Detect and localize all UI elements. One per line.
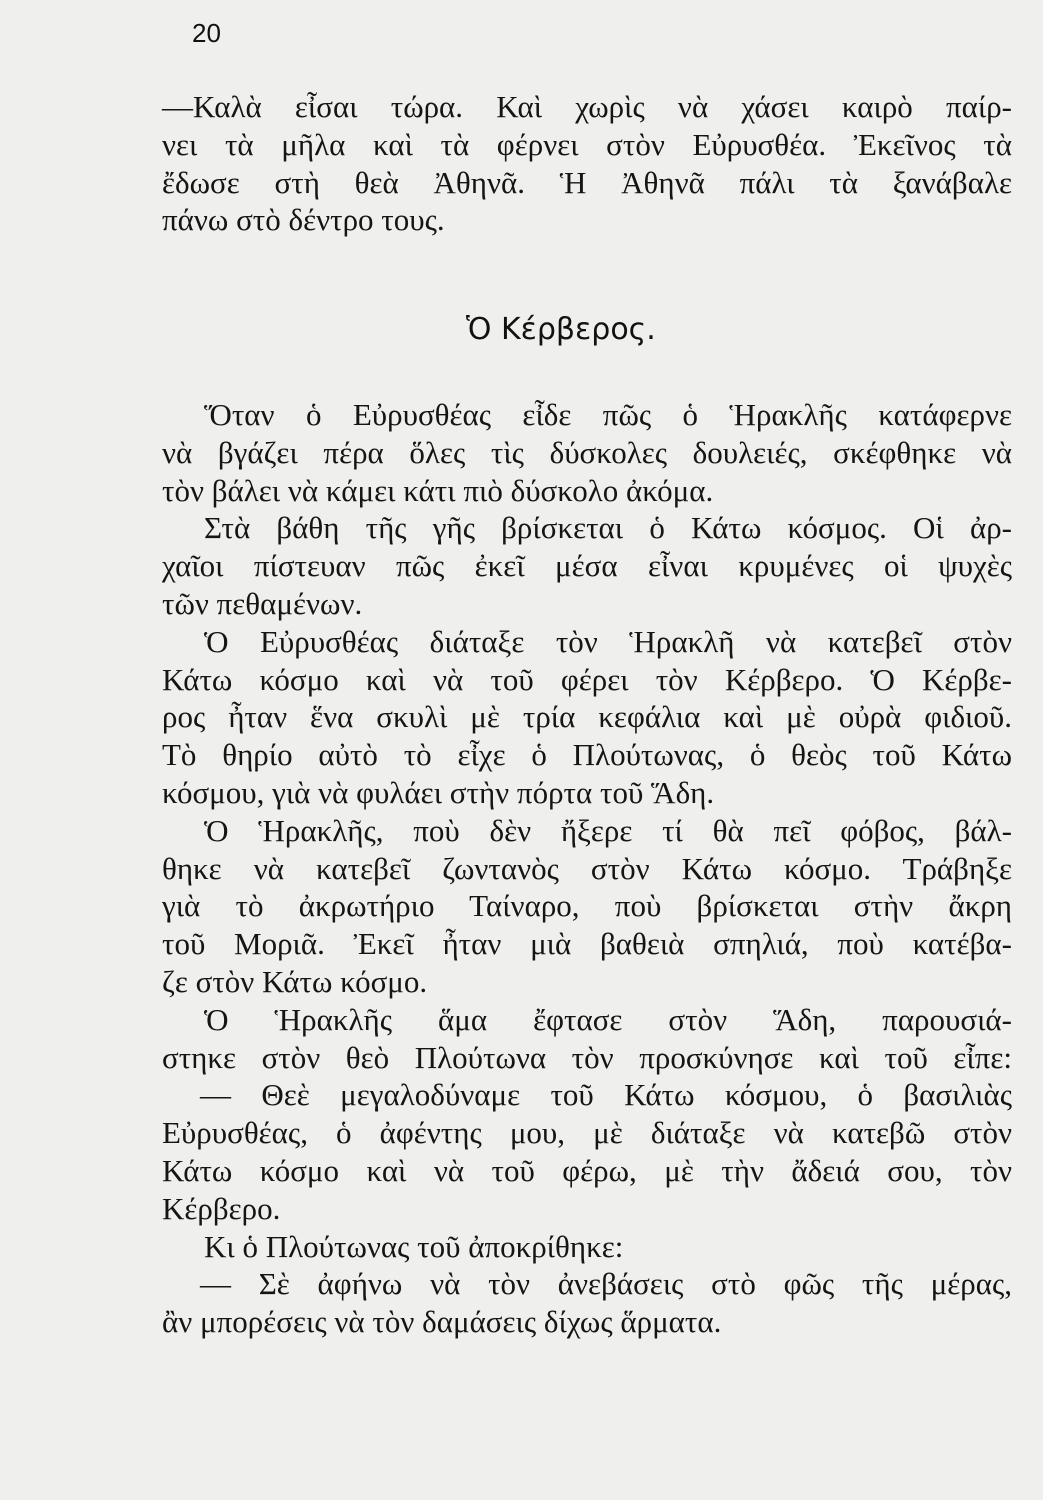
text-line: Στὰ βάθη τῆς γῆς βρίσκεται ὁ Κάτω κόσμος. Οἱ ἀρ- — [204, 510, 1012, 546]
text-line: Κάτω κόσμο καὶ νὰ τοῦ φέρει τὸν Κέρβερο. Ὁ Κέρβε- — [162, 661, 1012, 697]
text-line: θηκε νὰ κατεβεῖ ζωντανὸς στὸν Κάτω κόσμο. Τράβηξε — [162, 850, 1012, 886]
text-line: Κέρβερο. — [162, 1190, 281, 1226]
text-line: τοῦ Μοριᾶ. Ἐκεῖ ἦταν μιὰ βαθειὰ σπηλιά, ποὺ κατέβα- — [162, 926, 1012, 962]
text-line: Ὁ Ἡρακλῆς, ποὺ δὲν ἤξερε τί θὰ πεῖ φόβος, βάλ- — [204, 812, 1012, 848]
text-line: Ὅταν ὁ Εὐρυσθέας εἶδε πῶς ὁ Ἡρακλῆς κατάφερνε — [204, 397, 1012, 432]
text-line: Κι ὁ Πλούτωνας τοῦ ἀποκρίθηκε: — [204, 1228, 624, 1264]
text-line: ἔδωσε στὴ θεὰ Ἀθηνᾶ. Ἡ Ἀθηνᾶ πάλι τὰ ξανάβαλε — [162, 164, 1012, 200]
text-line: ἂν μπορέσεις νὰ τὸν δαμάσεις δίχως ἅρματα. — [162, 1304, 722, 1340]
text-line: Εὐρυσθέας, ὁ ἀφέντης μου, μὲ διάταξε νὰ κατεβῶ στὸν — [162, 1115, 1012, 1151]
text-line: τὸν βάλει νὰ κάμει κάτι πιὸ δύσκολο ἀκόμα. — [162, 472, 714, 508]
text-line: — Θεὲ μεγαλοδύναμε τοῦ Κάτω κόσμου, ὁ βασιλιὰς — [200, 1077, 1012, 1113]
text-line: νει τὰ μῆλα καὶ τὰ φέρνει στὸν Εὐρυσθέα. Ἐκεῖνος τὰ — [162, 126, 1012, 162]
text-line: στηκε στὸν θεὸ Πλούτωνα τὸν προσκύνησε καὶ τοῦ εἶπε: — [162, 1039, 1012, 1075]
text-line: Ὁ Εὐρυσθέας διάταξε τὸν Ἡρακλῆ νὰ κατεβεῖ στὸν — [204, 623, 1012, 659]
text-line: νὰ βγάζει πέρα ὅλες τὶς δύσκολες δουλειές, σκέφθηκε νὰ — [162, 434, 1012, 470]
text-line: — Σὲ ἀφήνω νὰ τὸν ἀνεβάσεις στὸ φῶς τῆς μέρας, — [200, 1266, 1012, 1302]
section-title: Ὁ Κέρβερος. — [466, 312, 656, 347]
text-line: Τὸ θηρίο αὐτὸ τὸ εἶχε ὁ Πλούτωνας, ὁ θεὸς τοῦ Κάτω — [162, 737, 1012, 773]
text-line: Κάτω κόσμο καὶ νὰ τοῦ φέρω, μὲ τὴν ἄδειά σου, τὸν — [162, 1152, 1012, 1188]
text-line: κόσμου, γιὰ νὰ φυλάει στὴν πόρτα τοῦ Ἅδη. — [162, 774, 715, 810]
text-line: χαῖοι πίστευαν πῶς ἐκεῖ μέσα εἶναι κρυμένες οἱ ψυχὲς — [162, 548, 1012, 584]
opening-paragraph — [162, 88, 1012, 239]
page-number: 20 — [192, 18, 221, 48]
text-line: γιὰ τὸ ἀκρωτήριο Ταίναρο, ποὺ βρίσκεται στὴν ἄκρη — [162, 888, 1012, 924]
text-line: ρος ἦταν ἕνα σκυλὶ μὲ τρία κεφάλια καὶ μὲ οὐρὰ φιδιοῦ. — [162, 699, 1012, 735]
text-line: τῶν πεθαμένων. — [162, 585, 363, 621]
section-body — [162, 396, 1012, 1341]
text-line: —Καλὰ εἶσαι τώρα. Καὶ χωρὶς νὰ χάσει καιρὸ παίρ- — [162, 89, 1012, 124]
text-line: πάνω στὸ δέντρο τους. — [162, 202, 445, 238]
text-line: Ὁ Ἡρακλῆς ἅμα ἔφτασε στὸν Ἅδη, παρουσιά- — [204, 1001, 1012, 1037]
text-line: ζε στὸν Κάτω κόσμο. — [162, 963, 428, 999]
